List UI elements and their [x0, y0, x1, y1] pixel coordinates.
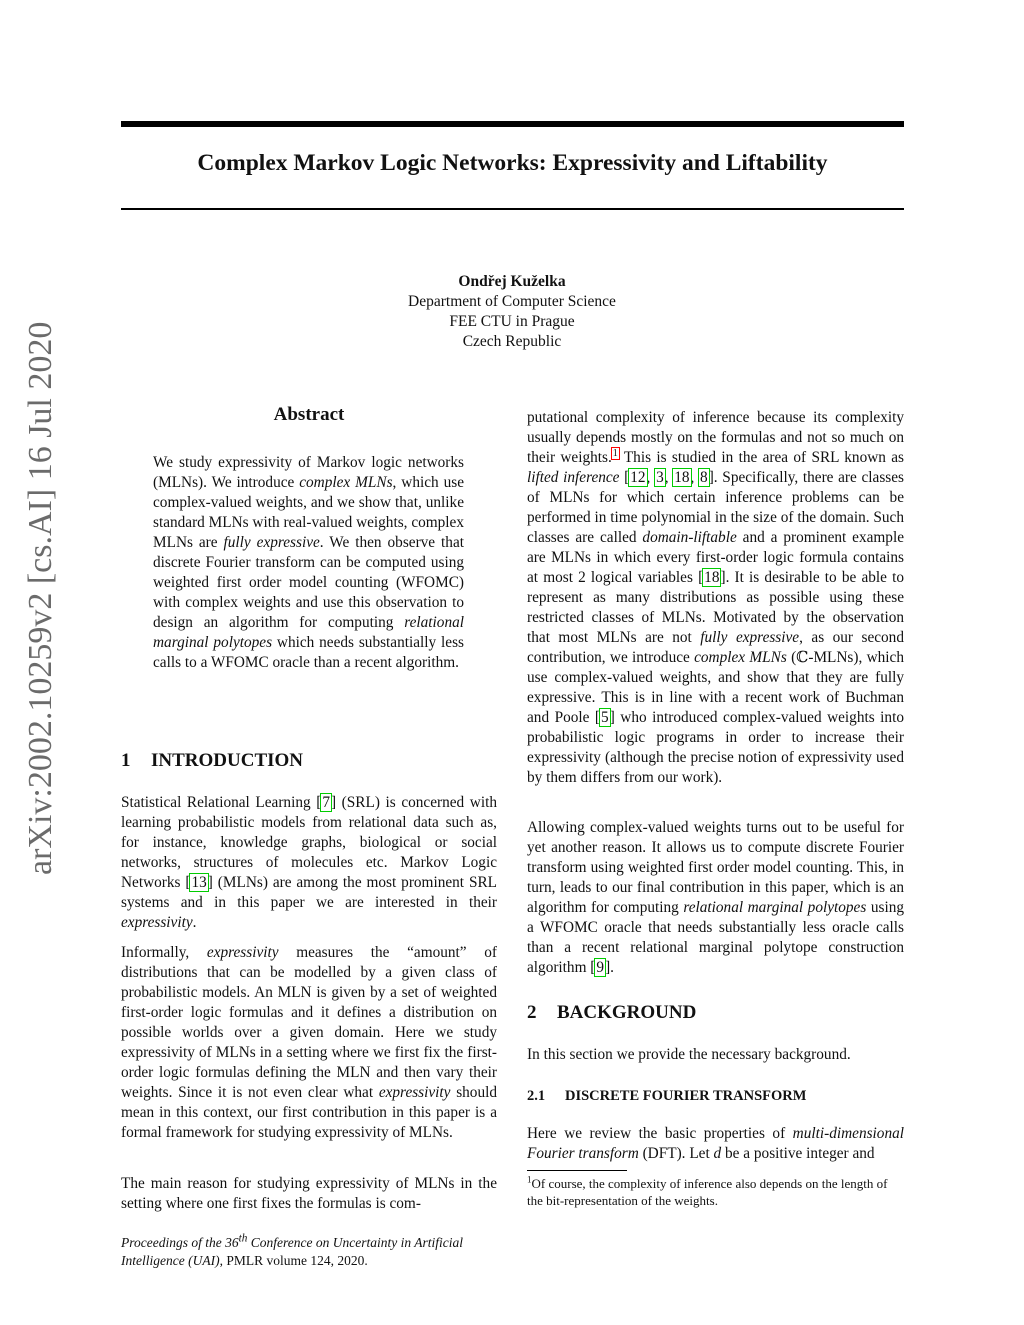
footnote-mark: 1: [527, 1174, 532, 1185]
subsection-title: DISCRETE FOURIER TRANSFORM: [565, 1088, 807, 1104]
author-affiliation-line: Department of Computer Science: [408, 293, 616, 310]
citation-link[interactable]: 3: [656, 469, 664, 486]
title-bottom-rule: [121, 208, 904, 210]
intro-paragraph-2: Informally, expressivity measures the “amount” of distributions that can be modelled by a given class of probabilistic models. An MLN is given by a set of weighted first-order logic formulas and it defines a distribution on possible worlds over a given domain. Here we study expressivity of MLNs in a setting where we first fix the first-order logic formulas defining the MLN and then vary their weights. Since it is not even clear what expressivity should mean in this context, our first contribution in this paper is a formal framework for studying expressivity of MLNs.: [121, 944, 497, 1141]
abstract-heading: Abstract: [273, 404, 345, 425]
author-block: [0, 272, 1024, 352]
dft-paragraph: Here we review the basic properties of multi-dimensional Fourier transform (DFT). Let d be a positive integer and: [527, 1125, 904, 1162]
citation-link[interactable]: 9: [596, 959, 605, 976]
section-heading-introduction: [121, 750, 497, 772]
footnote-text: Of course, the complexity of inference also depends on the length of the bit-representation of the weights.: [527, 1176, 888, 1208]
section-title: BACKGROUND: [557, 1002, 697, 1023]
intro-paragraph-3-continued: putational complexity of inference because its complexity usually depends mostly on the formulas and not so much on their weights.$^1$ This is studied in the area of SRL known as lifted inference [12, 3, 18, 8]. Specifically, there are classes of MLNs for which certain inference problems can be performed in time polynomial in the size of the domain. Such classes are called domain-liftable and a prominent example are MLNs in which every first-order logic formula contains at most 2 logical variables [18]. It is desirable to be able to represent as many distributions as possible using these restricted classes of MLNs. Motivated by the observation that most MLNs are not fully expressive, as our second contribution, we introduce complex MLNs (ℂ-MLNs), which use complex-valued weights, and show that they are fully expressive. This is in line with a recent work of Buchman and Poole [5] who introduced complex-valued weights into probabilistic logic programs in order to increase their expressivity (although the precise notion of expressivity used by them differs from our work).: [527, 409, 904, 786]
subsection-number: 2.1: [527, 1088, 546, 1104]
intro-paragraph-4: Allowing complex-valued weights turns out to be useful for yet another reason. It allows us to compute discrete Fourier transform using weighted first order model counting. This, in turn, leads to our final contribution in this paper, which is an algorithm for computing relational marginal polytopes using a WFOMC oracle that needs substantially less oracle calls than a recent relational marginal polytope construction algorithm [9].: [527, 819, 904, 976]
author-name: Ondřej Kuželka: [458, 273, 566, 290]
proceedings-note: Proceedings of the 36th Conference on Uncertainty in Artificial Intelligence (UAI), PMLR volume 124, 2020.: [121, 1232, 463, 1268]
citation-link[interactable]: 8: [700, 469, 708, 486]
footnote: [527, 1175, 904, 1209]
citation-link[interactable]: 13: [191, 874, 207, 891]
abstract-text: [153, 453, 464, 673]
paper-title: Complex Markov Logic Networks: Expressivity and Liftability: [197, 150, 828, 176]
citation-link[interactable]: 5: [601, 709, 609, 726]
subsection-heading-dft: [527, 1088, 904, 1105]
citation-link[interactable]: 18: [704, 569, 720, 586]
intro-paragraph-1: Statistical Relational Learning [7] (SRL) is concerned with learning probabilistic models from relational data such as, for instance, knowledge graphs, biological or social networks, structures of molecules etc. Markov Logic Networks [13] (MLNs) are among the most prominent SRL systems and in this paper we are interested in their expressivity.: [121, 794, 497, 931]
intro-paragraph-3: The main reason for studying expressivity of MLNs in the setting where one first fixes the formulas is com-: [121, 1175, 497, 1212]
background-paragraph: In this section we provide the necessary background.: [527, 1046, 851, 1063]
abstract-paragraph: We study expressivity of Markov logic networks (MLNs). We introduce complex MLNs, which use complex-valued weights, and we show that, unlike standard MLNs with real-valued weights, complex MLNs are fully expressive. We then observe that discrete Fourier transform can be computed using weighted first order model counting (WFOMC) with complex weights and use this observation to design an algorithm for computing relational marginal polytopes which needs substantially less calls to a WFOMC oracle than a recent algorithm.: [153, 454, 464, 671]
citation-link[interactable]: 12: [630, 469, 646, 486]
author-affiliation-line: Czech Republic: [462, 333, 562, 350]
section-number: 2: [527, 1002, 537, 1023]
section-number: 1: [121, 750, 131, 771]
section-title: INTRODUCTION: [151, 750, 304, 771]
author-affiliation-line: FEE CTU in Prague: [449, 313, 575, 330]
section-heading-background: [527, 1002, 904, 1024]
citation-link[interactable]: 18: [674, 469, 690, 486]
arxiv-identifier: arXiv:2002.10259v2 [cs.AI] 16 Jul 2020: [22, 321, 59, 875]
top-thick-rule: [121, 121, 904, 127]
citation-link[interactable]: 7: [322, 794, 330, 811]
footnote-rule: [527, 1170, 627, 1171]
footnote-link[interactable]: 1: [612, 447, 618, 459]
